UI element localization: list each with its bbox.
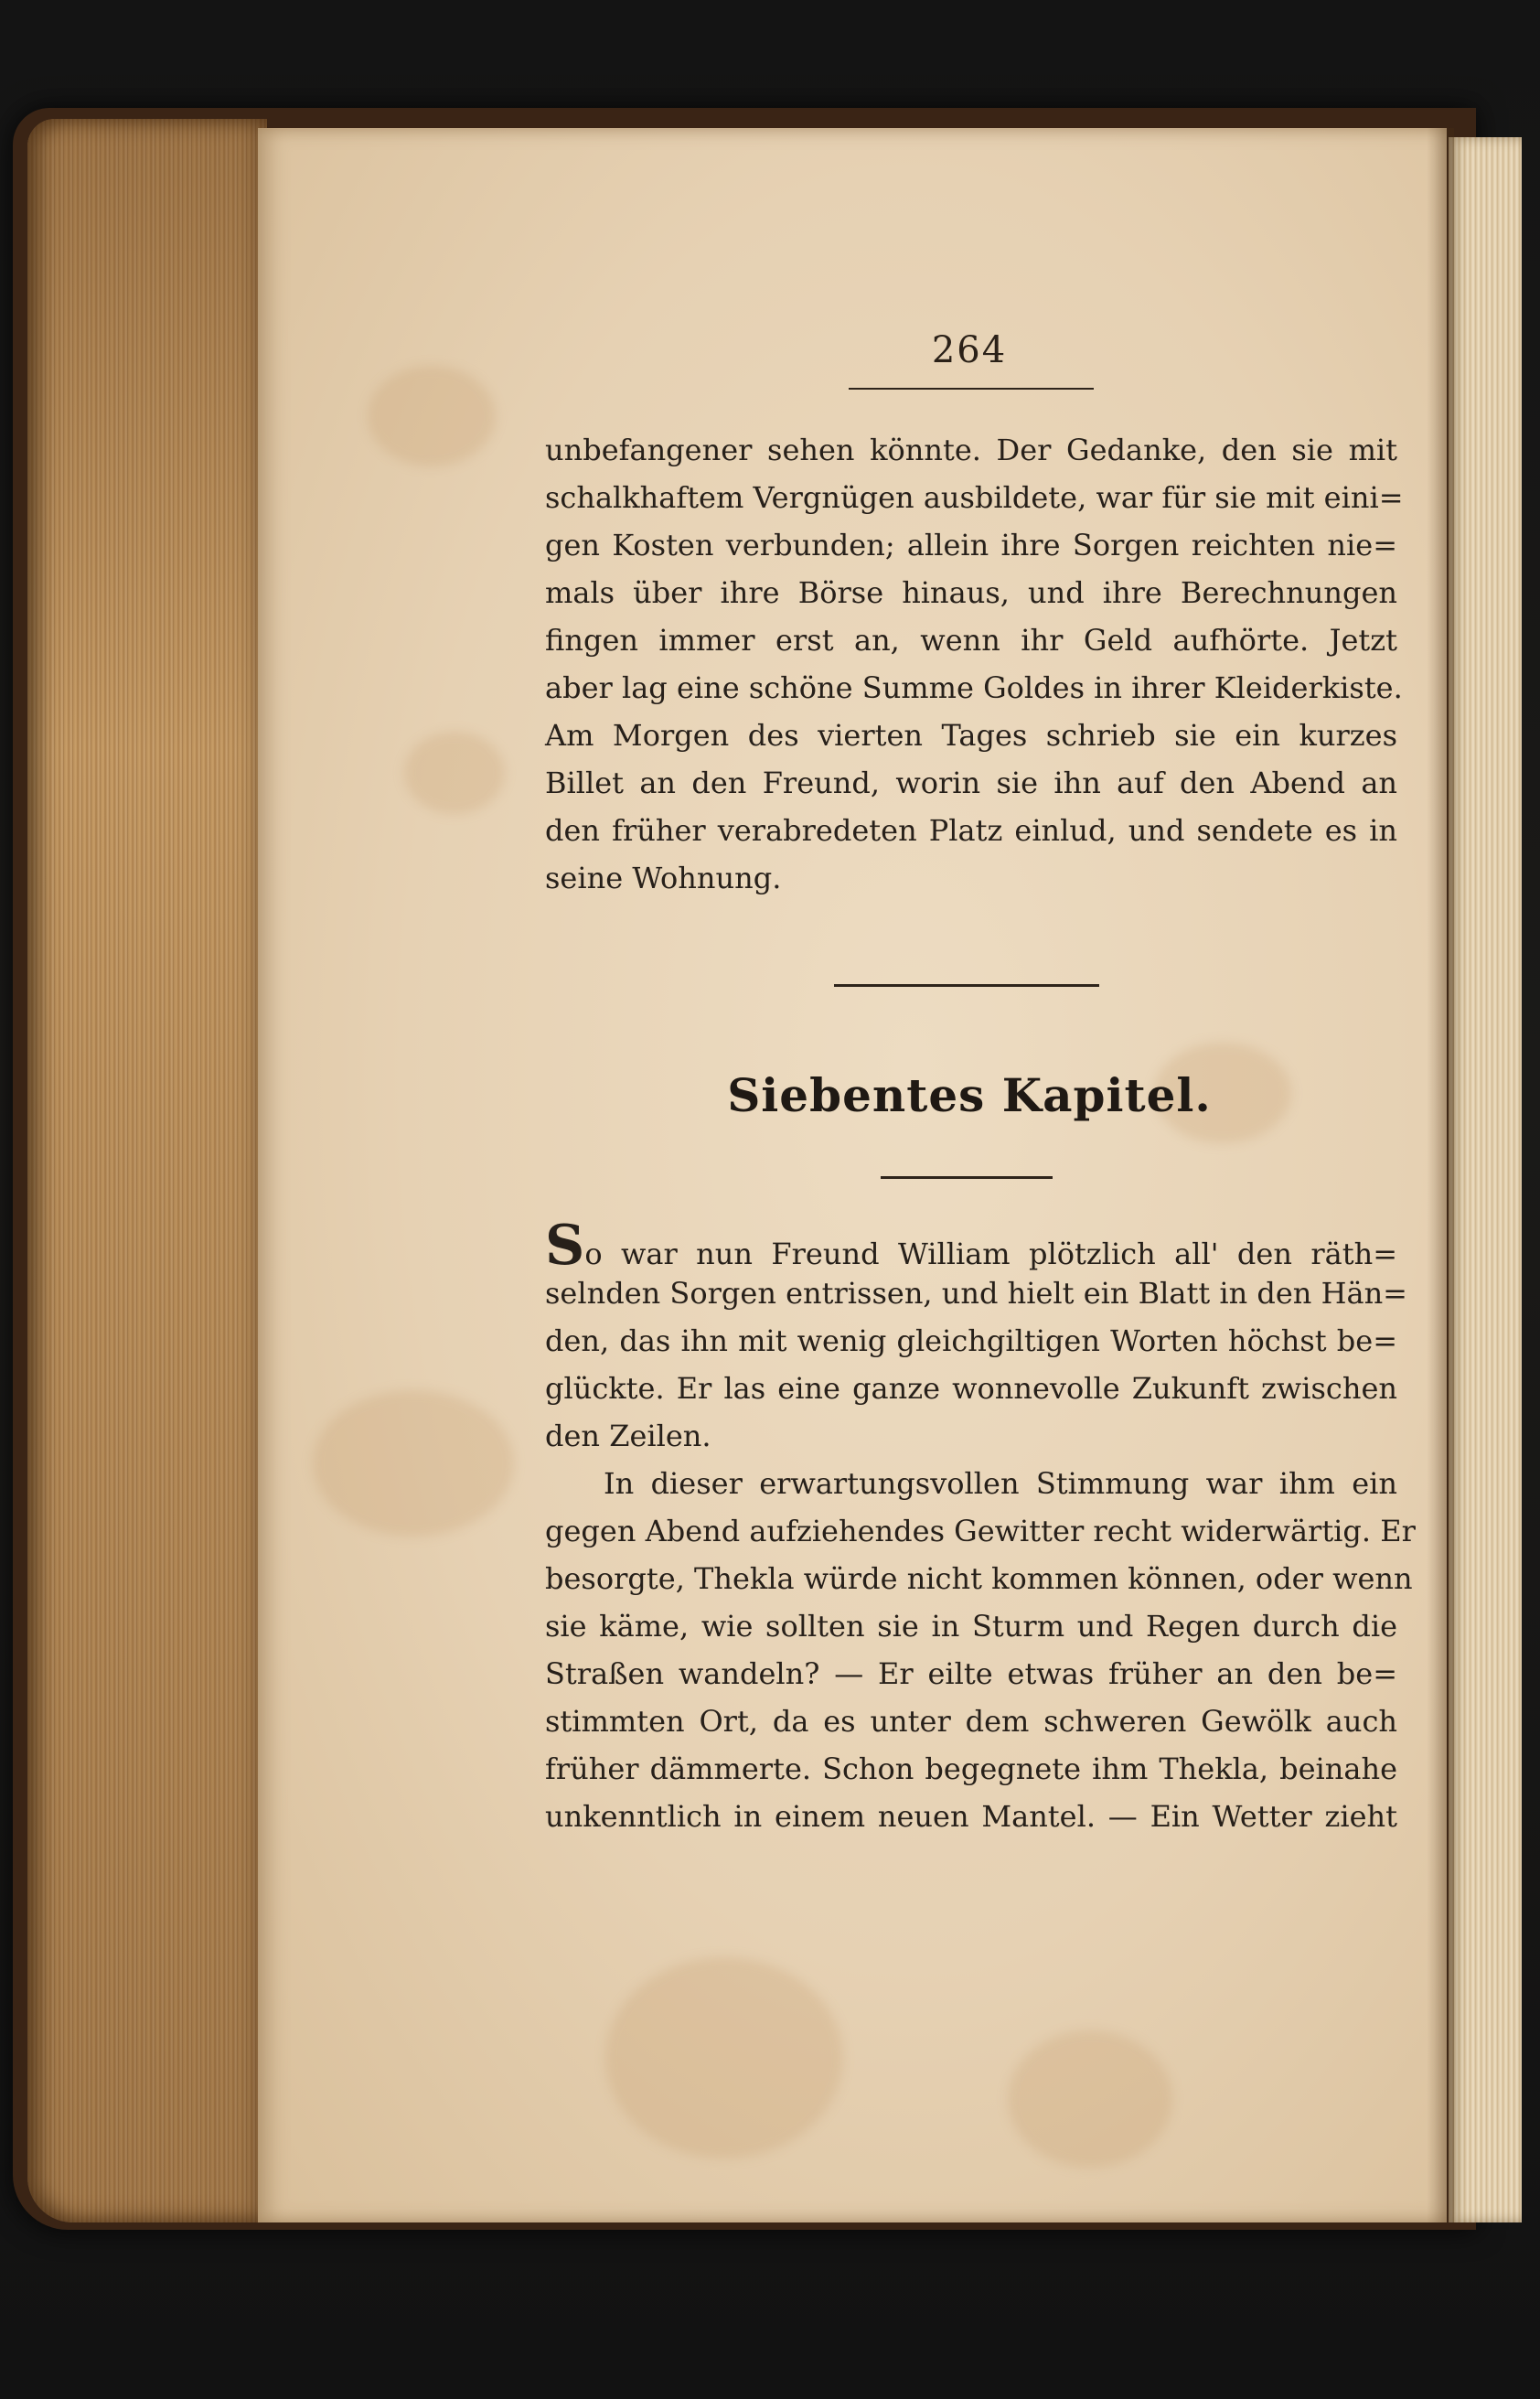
text-line: den Zeilen. xyxy=(545,1419,711,1453)
page-number: 264 xyxy=(931,329,1008,371)
text-line: unkenntlich in einem neuen Mantel. — Ein Wetter zieht xyxy=(545,1799,1397,1834)
page-stain xyxy=(368,366,496,466)
text-line: Billet an den Freund, worin sie ihn auf den Abend an xyxy=(545,766,1397,800)
text-line: unbefangener sehen könnte. Der Gedanke, den sie mit xyxy=(545,433,1397,467)
right-page-edges xyxy=(1449,137,1522,2222)
text-line: glückte. Er las eine ganze wonnevolle Zukunft zwischen xyxy=(545,1371,1397,1406)
paragraph-1 xyxy=(545,426,1404,902)
text-line: schalkhaftem Vergnügen ausbildete, war für sie mit eini= xyxy=(545,480,1404,515)
dropcap-letter: S xyxy=(545,1214,585,1278)
text-line: früher dämmerte. Schon begegnete ihm Thekla, beinahe xyxy=(545,1751,1397,1786)
text-line: gen Kosten verbunden; allein ihre Sorgen reichten nie= xyxy=(545,528,1397,562)
page-stain xyxy=(1008,2030,1172,2168)
page-stain xyxy=(313,1390,514,1537)
text-line: den früher verabredeten Platz einlud, und sendete es in xyxy=(545,813,1397,848)
header-rule xyxy=(849,388,1094,390)
section-divider xyxy=(834,984,1099,987)
text-line: sie käme, wie sollten sie in Sturm und Regen durch die xyxy=(545,1609,1397,1644)
text-line-rest: o war nun Freund William plötzlich all' den räth= xyxy=(584,1237,1397,1271)
chapter-body xyxy=(545,1214,1416,1840)
text-line-first xyxy=(545,1214,1397,1278)
title-underline xyxy=(881,1176,1053,1179)
text-line: mals über ihre Börse hinaus, und ihre Berechnungen xyxy=(545,575,1397,610)
text-line: aber lag eine schöne Summe Goldes in ihrer Kleiderkiste. xyxy=(545,670,1403,705)
text-line: selnden Sorgen entrissen, und hielt ein Blatt in den Hän= xyxy=(545,1276,1407,1311)
text-line: besorgte, Thekla würde nicht kommen können, oder wenn xyxy=(545,1561,1413,1596)
chapter-title: Siebentes Kapitel. xyxy=(727,1068,1212,1122)
gutter-shadow xyxy=(1427,128,1454,2222)
text-line-indented xyxy=(545,1460,1397,1507)
page-stain xyxy=(605,1957,843,2158)
text-line-rest: In dieser erwartungsvollen Stimmung war ihm ein xyxy=(604,1466,1397,1501)
text-line: stimmten Ort, da es unter dem schweren Gewölk auch xyxy=(545,1704,1397,1739)
page-edges xyxy=(27,119,267,2222)
page-stain xyxy=(404,732,505,814)
text-line: den, das ihn mit wenig gleichgiltigen Worten höchst be= xyxy=(545,1323,1397,1358)
text-line: Am Morgen des vierten Tages schrieb sie ein kurzes xyxy=(545,718,1397,753)
text-line: Straßen wandeln? — Er eilte etwas früher an den be= xyxy=(545,1656,1397,1691)
text-line: fingen immer erst an, wenn ihr Geld aufhörte. Jetzt xyxy=(545,623,1397,658)
text-line: seine Wohnung. xyxy=(545,861,782,895)
text-line: gegen Abend aufziehendes Gewitter recht widerwärtig. Er xyxy=(545,1514,1416,1548)
